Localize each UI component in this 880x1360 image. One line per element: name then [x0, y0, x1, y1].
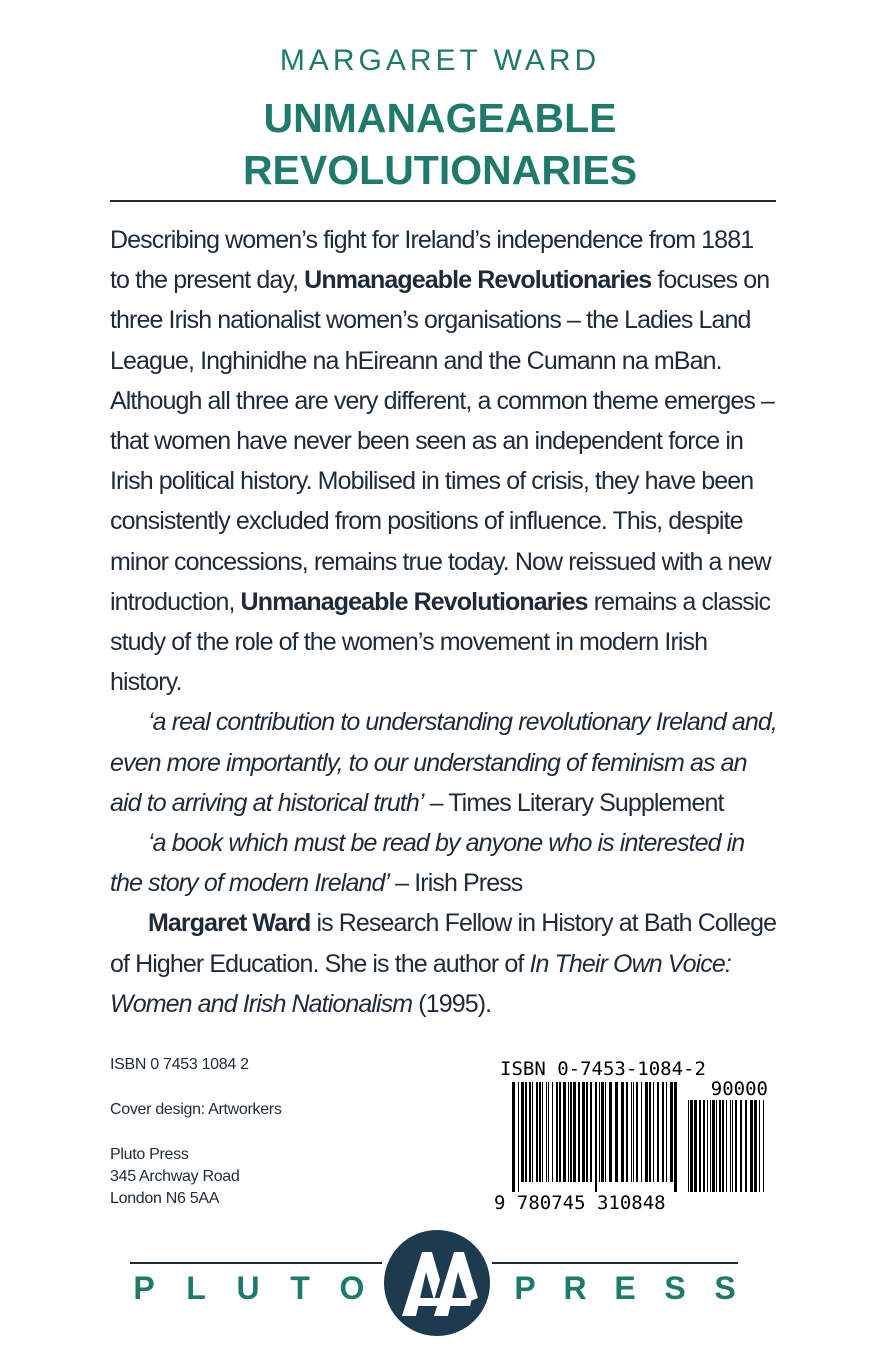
- title-line-1: UNMANAGEABLE: [263, 95, 617, 141]
- review-quote-2-text: ‘a book which must be read by anyone who is interested in the story of modern Ireland’: [110, 829, 745, 898]
- barcode-bar: [645, 1082, 648, 1182]
- press-letter: E: [614, 1270, 636, 1306]
- press-name-left: [118, 1270, 380, 1307]
- barcode: [494, 1058, 770, 1218]
- blurb: [110, 220, 778, 1024]
- barcode-bar: [532, 1082, 533, 1182]
- barcode-bar: [707, 1100, 708, 1192]
- author-bio-text-1: is Research Fellow in History at Bath College of Higher Education. She is the author of: [110, 909, 777, 978]
- barcode-bar: [735, 1100, 737, 1192]
- barcode-bar: [670, 1082, 673, 1182]
- press-letter: R: [563, 1270, 587, 1306]
- barcode-bar: [688, 1100, 689, 1192]
- review-quote-2-source: – Irish Press: [389, 869, 523, 898]
- description-text-3: remains a classic study of the role of the women’s movement in modern Irish history.: [110, 587, 771, 697]
- barcode-bar: [694, 1100, 697, 1192]
- barcode-bar: [631, 1082, 632, 1182]
- barcode-bar: [568, 1082, 569, 1182]
- barcode-bar: [740, 1100, 742, 1192]
- description-bold-title-2: Unmanageable Revolutionaries: [240, 587, 588, 616]
- description-bold-title-1: Unmanageable Revolutionaries: [304, 266, 652, 295]
- barcode-bar: [759, 1100, 760, 1192]
- barcode-bar: [636, 1082, 638, 1182]
- title-line-2: REVOLUTIONARIES: [242, 147, 638, 193]
- barcode-bar: [703, 1100, 705, 1192]
- barcode-bar: [525, 1082, 527, 1182]
- press-name-right: [500, 1270, 750, 1307]
- barcode-bar: [666, 1082, 667, 1182]
- book-title: [0, 92, 880, 196]
- press-letter: U: [236, 1270, 260, 1306]
- barcode-bar: [690, 1100, 693, 1192]
- barcode-bar: [732, 1100, 733, 1192]
- pluto-logo-icon: [382, 1228, 492, 1338]
- barcode-bar: [754, 1100, 757, 1192]
- address-line-1: 345 Archway Road: [110, 1168, 240, 1185]
- barcode-bar: [512, 1082, 515, 1192]
- barcode-bar: [712, 1100, 715, 1192]
- barcode-bar: [542, 1082, 543, 1182]
- review-quote-1: [110, 702, 778, 823]
- barcode-bar: [539, 1082, 541, 1182]
- barcode-bar: [563, 1082, 566, 1182]
- footer-rule-left: [130, 1262, 382, 1264]
- barcode-bar: [536, 1082, 538, 1182]
- barcode-bar: [621, 1082, 624, 1182]
- barcode-bar: [595, 1082, 597, 1192]
- press-letter: T: [290, 1270, 310, 1306]
- author-bio-text-2: (1995).: [412, 989, 492, 1018]
- cover-design-credit: Cover design: Artworkers: [110, 1101, 282, 1118]
- barcode-bar: [641, 1082, 642, 1182]
- barcode-price-code: 90000: [710, 1078, 768, 1100]
- barcode-isbn-label: ISBN 0-7453-1084-2: [500, 1058, 706, 1080]
- barcode-bar: [578, 1082, 580, 1182]
- barcode-bar: [599, 1082, 600, 1182]
- barcode-bar: [559, 1082, 561, 1182]
- author-name: MARGARET WARD: [279, 44, 601, 77]
- barcode-bar: [722, 1100, 724, 1192]
- barcode-bar: [716, 1100, 717, 1192]
- barcode-digits: 9 780745 310848: [494, 1192, 666, 1214]
- barcode-bar: [633, 1082, 634, 1182]
- barcode-bar: [548, 1082, 549, 1182]
- barcode-bar: [699, 1100, 701, 1192]
- barcode-bar: [518, 1082, 519, 1192]
- description-paragraph: [110, 220, 778, 702]
- barcode-bar: [763, 1100, 764, 1192]
- review-quote-1-text: ‘a real contribution to understanding revolutionary Ireland and, even more importantly, to our understanding of feminism as an aid to arriving at historical truth’: [110, 708, 777, 817]
- barcode-bar: [552, 1082, 553, 1182]
- header-rule: [110, 200, 776, 202]
- barcode-bar: [662, 1082, 664, 1182]
- author-bio: [110, 903, 778, 1024]
- barcode-bar: [653, 1082, 654, 1182]
- author-bio-name: Margaret Ward: [148, 909, 311, 938]
- barcode-bar: [556, 1082, 558, 1182]
- barcode-bar: [570, 1082, 572, 1182]
- barcode-bar: [726, 1100, 727, 1192]
- barcode-bar: [626, 1082, 628, 1182]
- description-text-1: Describing women’s fight for Ireland’s independence from 1881 to the present day,: [110, 226, 754, 295]
- footer-rule-right: [492, 1262, 738, 1264]
- publisher-address: [110, 1144, 240, 1210]
- barcode-bar: [674, 1082, 677, 1192]
- barcode-bar: [615, 1082, 618, 1182]
- barcode-bar: [750, 1100, 753, 1192]
- barcode-bar: [546, 1082, 547, 1182]
- barcode-bar: [730, 1100, 731, 1192]
- publisher-name: Pluto Press: [110, 1146, 189, 1163]
- description-text-2: focuses on three Irish nationalist women’s organisations – the Ladies Land League, Inghinidhe na hEireann and the Cumann na mBan. Although all three are very different, a common theme emerges – that women have never been seen as an independent force in Irish political history. Mobilised in times of crisis, they have been consistently excluded from positions of influence. This, despite minor concessions, remains true today. Now reissued with a new introduction,: [110, 266, 775, 616]
- barcode-bar: [573, 1082, 576, 1182]
- barcode-bar: [529, 1082, 531, 1182]
- press-letter: P: [514, 1270, 536, 1306]
- barcode-bar: [586, 1082, 588, 1182]
- barcode-bar: [590, 1082, 592, 1182]
- review-quote-1-source: – Times Literary Supplement: [423, 788, 724, 817]
- barcode-bar: [710, 1100, 711, 1192]
- barcode-bar: [521, 1082, 524, 1182]
- barcode-bar: [649, 1082, 651, 1182]
- press-letter: O: [339, 1270, 365, 1306]
- press-letter: S: [714, 1270, 736, 1306]
- barcode-bar: [582, 1082, 585, 1182]
- review-quote-2: [110, 823, 778, 903]
- barcode-bar: [601, 1082, 604, 1182]
- barcode-bar: [605, 1082, 606, 1182]
- barcode-bar: [719, 1100, 721, 1192]
- barcode-bar: [745, 1100, 747, 1192]
- address-line-2: London N6 5AA: [110, 1190, 220, 1207]
- press-letter: P: [133, 1270, 155, 1306]
- isbn-text: ISBN 0 7453 1084 2: [110, 1056, 249, 1073]
- barcode-bar: [609, 1082, 612, 1182]
- barcode-bar: [657, 1082, 659, 1182]
- author-bio-book: In Their Own Voice: Women and Irish Nationalism: [110, 949, 731, 1018]
- press-letter: S: [664, 1270, 686, 1306]
- press-letter: L: [186, 1270, 206, 1306]
